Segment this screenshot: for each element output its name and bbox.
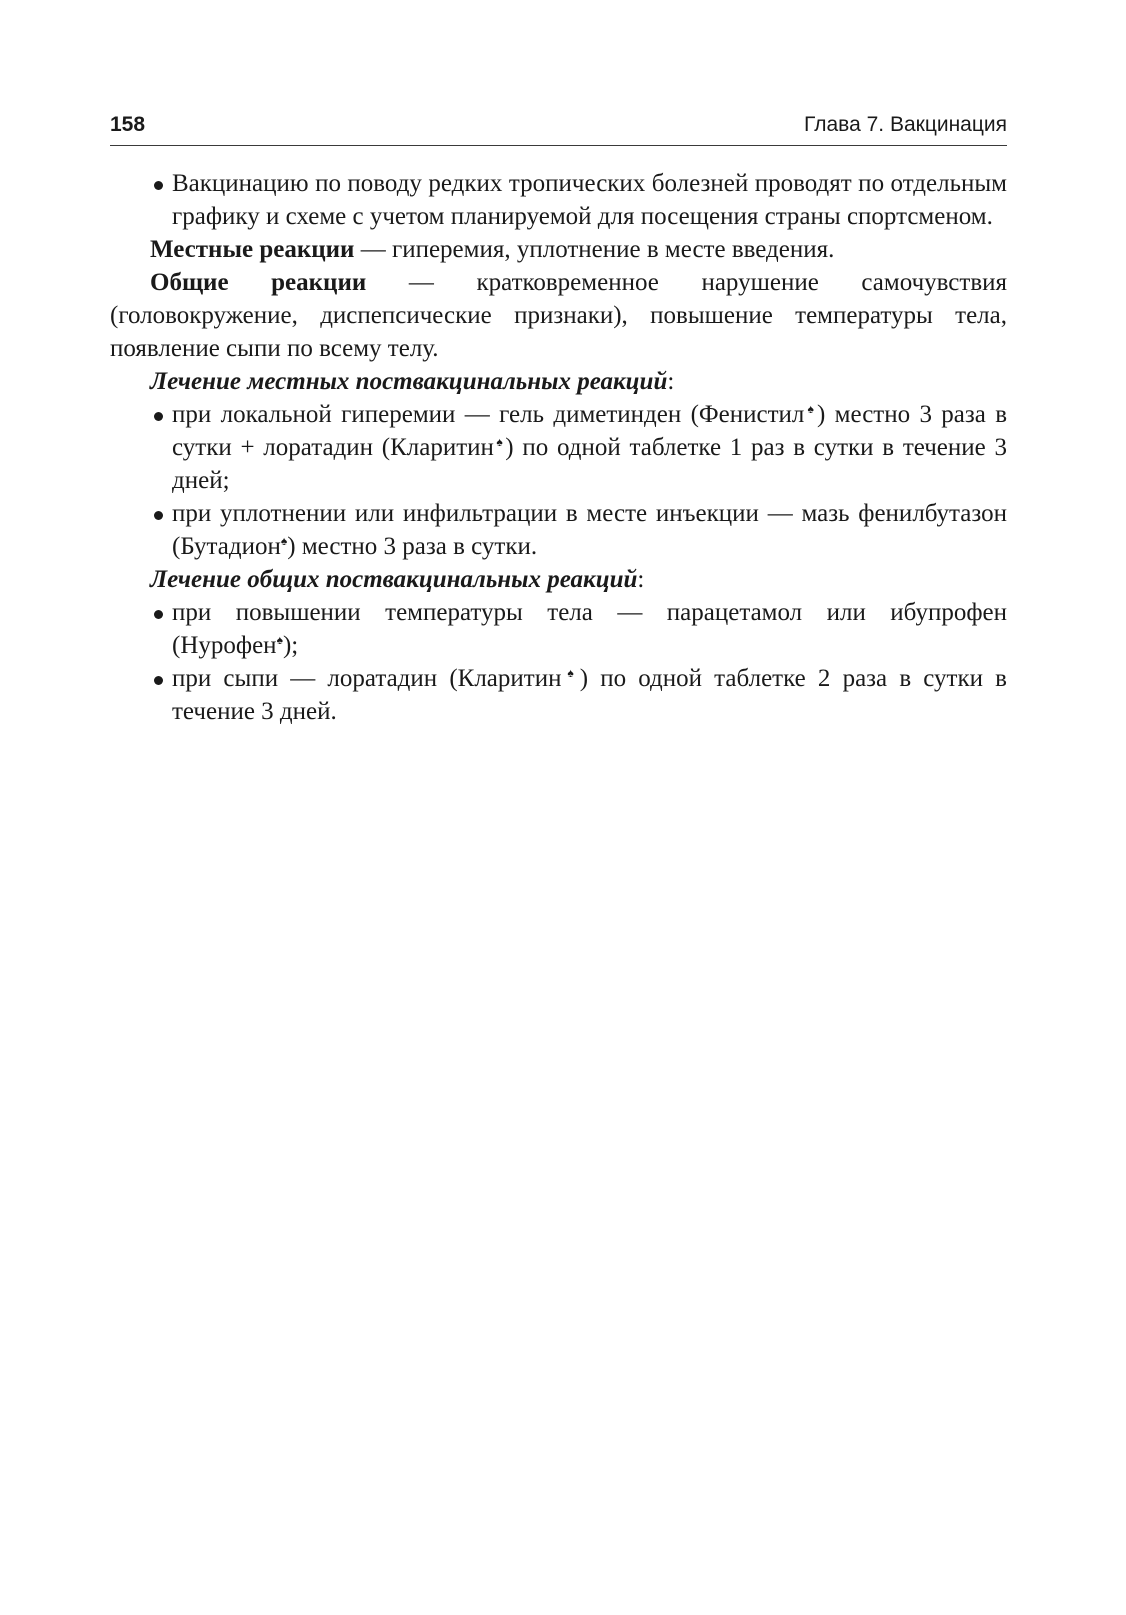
registered-mark-icon: ♠ bbox=[276, 633, 283, 647]
term-local-reactions: Местные реакции bbox=[150, 236, 355, 263]
page-header bbox=[110, 111, 1007, 146]
list-item-text: ) местно 3 раза в сутки. bbox=[287, 533, 538, 560]
paragraph-general-reactions bbox=[110, 266, 1007, 365]
list-item-text: при локальной гиперемии — гель диметинден (Фенистил bbox=[172, 401, 805, 428]
heading-general-treatment bbox=[110, 563, 1007, 596]
list-item-text: ) по одной таблетке 1 раз в сутки в течение 3 дней; bbox=[172, 434, 1007, 494]
bullet-icon bbox=[154, 181, 163, 190]
list-item-text: ) местно 3 раза в сутки + лоратадин (Кларитин bbox=[172, 401, 1008, 461]
heading-text: Лечение местных поствакцинальных реакций bbox=[150, 368, 668, 395]
list-item-text: ) по одной таблетке 2 раза в сутки в течение 3 дней. bbox=[172, 665, 1007, 725]
bullet-icon bbox=[154, 412, 163, 421]
list-item-text: при повышении температуры тела — парацетамол или ибупрофен (Нурофен bbox=[172, 599, 1007, 659]
heading-suffix: : bbox=[637, 566, 645, 593]
heading-suffix: : bbox=[667, 368, 675, 395]
registered-mark-icon: ♠ bbox=[804, 402, 817, 416]
list-item-text: при сыпи — лоратадин (Кларитин bbox=[172, 665, 562, 692]
term-general-reactions: Общие реакции bbox=[150, 269, 367, 296]
page-number: 158 bbox=[110, 113, 146, 136]
list-item-fever bbox=[110, 596, 1007, 662]
paragraph-local-reactions bbox=[110, 233, 1007, 266]
list-item-text: при уплотнении или инфильтрации в месте инъекции — мазь фенилбутазон (Бутадион bbox=[172, 500, 1007, 560]
registered-mark-icon: ♠ bbox=[493, 435, 506, 449]
registered-mark-icon: ♠ bbox=[280, 534, 288, 548]
list-item-local-infiltration bbox=[110, 497, 1007, 563]
heading-text: Лечение общих поствакцинальных реакций bbox=[150, 566, 638, 593]
list-item-text: Вакцинацию по поводу редких тропических болезней проводят по отдельным графику и схеме с учетом планируемой для посещения страны спортсменом. bbox=[172, 170, 1007, 230]
paragraph-text: — гиперемия, уплотнение в месте введения. bbox=[354, 236, 835, 263]
registered-mark-icon: ♠ bbox=[561, 666, 580, 680]
page-content bbox=[110, 167, 1007, 728]
bullet-icon bbox=[154, 511, 163, 520]
list-item-tropical-vaccination bbox=[110, 167, 1007, 233]
running-title: Глава 7. Вакцинация bbox=[804, 113, 1007, 136]
heading-local-treatment bbox=[110, 365, 1007, 398]
list-item-local-hyperemia bbox=[110, 398, 1007, 497]
bullet-icon bbox=[154, 610, 163, 619]
paragraph-text: — кратковременное нарушение самочувствия (головокружение, диспепсические признаки), повышение температуры тела, появление сыпи по всему телу. bbox=[110, 269, 1008, 362]
bullet-icon bbox=[154, 676, 163, 685]
list-item-text: ); bbox=[282, 632, 299, 659]
list-item-rash bbox=[110, 662, 1007, 728]
